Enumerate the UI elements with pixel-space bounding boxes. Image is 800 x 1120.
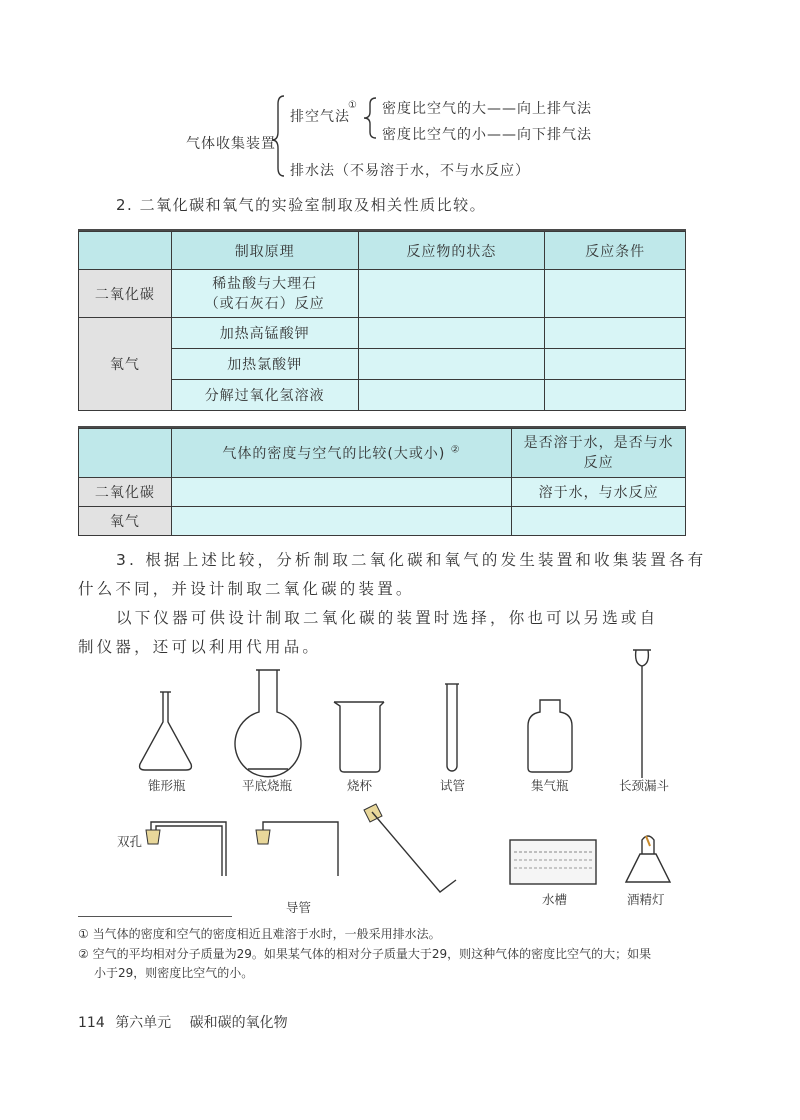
table1-o2-condition-2 (545, 349, 686, 380)
table2-o2-density (171, 507, 511, 536)
table1-o2-state-3 (358, 380, 545, 411)
page-number: 114 (78, 1015, 105, 1031)
table2-co2-solubility: 溶于水，与水反应 (512, 478, 686, 507)
test-tube-drawing (445, 684, 459, 771)
caption-test-tube: 试管 (440, 778, 466, 793)
chapter-label: 碳和碳的氧化物 (189, 1015, 288, 1031)
section2-title: 2. 二氧化碳和氧气的实验室制取及相关性质比较。 (116, 196, 487, 214)
footnote-2-line2: 小于29，则密度比空气的小。 (94, 966, 254, 980)
solubility-header-line2: 反应 (583, 455, 614, 471)
table1-header-condition: 反应条件 (545, 232, 686, 270)
funnel-drawing (633, 650, 651, 778)
water-method-text: 排水法（不易溶于水，不与水反应） (290, 163, 530, 179)
density-header-note: ② (450, 444, 461, 456)
table1-o2-condition-1 (545, 318, 686, 349)
caption-beaker: 烧杯 (347, 778, 373, 793)
table1-header-blank (79, 232, 172, 270)
caption-funnel: 长颈漏斗 (619, 778, 670, 793)
section3-line1: 3. 根据上述比较，分析制取二氧化碳和氧气的发生装置和收集装置各有 (116, 551, 707, 569)
alcohol-lamp-drawing (626, 836, 670, 882)
section3-line2: 什么不同，并设计制取二氧化碳的装置。 (78, 580, 415, 598)
table2-header-blank (79, 429, 172, 478)
table1-o2-state-1 (358, 318, 545, 349)
collection-label: 气体收集装置 (186, 136, 276, 152)
air-up-text: 密度比空气的大——向上排气法 (382, 101, 592, 117)
table1-co2-state (358, 270, 545, 318)
caption-flask: 锥形瓶 (148, 778, 186, 793)
density-header-text: 气体的密度与空气的比较(大或小) (222, 446, 446, 462)
caption-tube: 导管 (286, 900, 312, 915)
stopper-tube-1-drawing (146, 822, 226, 876)
table2-o2-solubility (512, 507, 686, 536)
table1-o2-condition-3 (545, 380, 686, 411)
apparatus-illustration (0, 640, 800, 930)
caption-trough: 水槽 (542, 892, 568, 907)
air-down-text: 密度比空气的小——向下排气法 (382, 127, 592, 143)
page-footer (78, 1012, 288, 1032)
caption-two-hole: 双孔 (117, 834, 143, 849)
table2-o2-label: 氧气 (79, 507, 172, 536)
table2-co2-density (171, 478, 511, 507)
table1-o2-principle-1: 加热高锰酸钾 (171, 318, 358, 349)
table1-co2-label: 二氧化碳 (79, 270, 172, 318)
conical-flask-drawing (140, 692, 192, 770)
paragraph-line2: 制仪器，还可以利用代用品。 (78, 638, 322, 656)
solubility-header-line1: 是否溶于水，是否与水 (523, 435, 674, 451)
table1-header-state: 反应物的状态 (358, 232, 545, 270)
caption-lamp: 酒精灯 (627, 892, 665, 907)
air-method-note: ① (348, 100, 357, 111)
table2 (78, 428, 686, 536)
stopper-tube-2-drawing (256, 822, 338, 876)
air-method-label: 排空气法 (290, 109, 350, 125)
table1-o2-principle-2: 加热氯酸钾 (171, 349, 358, 380)
paragraph-line1: 以下仪器可供设计制取二氧化碳的装置时选择，你也可以另选或自 (116, 609, 659, 627)
caption-gas-bottle: 集气瓶 (531, 778, 569, 793)
co2-principle-line2: （或石灰石）反应 (204, 295, 325, 312)
trough-drawing (510, 840, 596, 884)
footnote-divider (78, 916, 232, 917)
table1-o2-state-2 (358, 349, 545, 380)
table1-co2-principle (171, 270, 358, 318)
co2-principle-line1: 稀盐酸与大理石 (212, 275, 318, 292)
footnote-1: ① 当气体的密度和空气的密度相近且难溶于水时，一般采用排水法。 (78, 927, 441, 941)
table1-o2-label: 氧气 (79, 318, 172, 411)
table1-o2-principle-3: 分解过氧化氢溶液 (171, 380, 358, 411)
table1 (78, 231, 686, 411)
gas-bottle-drawing (528, 700, 572, 772)
stopper-tube-3-drawing (364, 804, 456, 892)
table2-header-density (171, 429, 511, 478)
table1-co2-condition (545, 270, 686, 318)
table2-co2-label: 二氧化碳 (79, 478, 172, 507)
footnote-2-line1: ② 空气的平均相对分子质量为29。如果某气体的相对分子质量大于29，则这种气体的密度比空气的大；如果 (78, 947, 652, 961)
table2-header-solubility (512, 429, 686, 478)
beaker-drawing (334, 702, 384, 772)
caption-round-flask: 平底烧瓶 (242, 778, 293, 793)
unit-label: 第六单元 (115, 1015, 172, 1031)
round-flask-drawing (235, 670, 301, 777)
table1-header-principle: 制取原理 (171, 232, 358, 270)
